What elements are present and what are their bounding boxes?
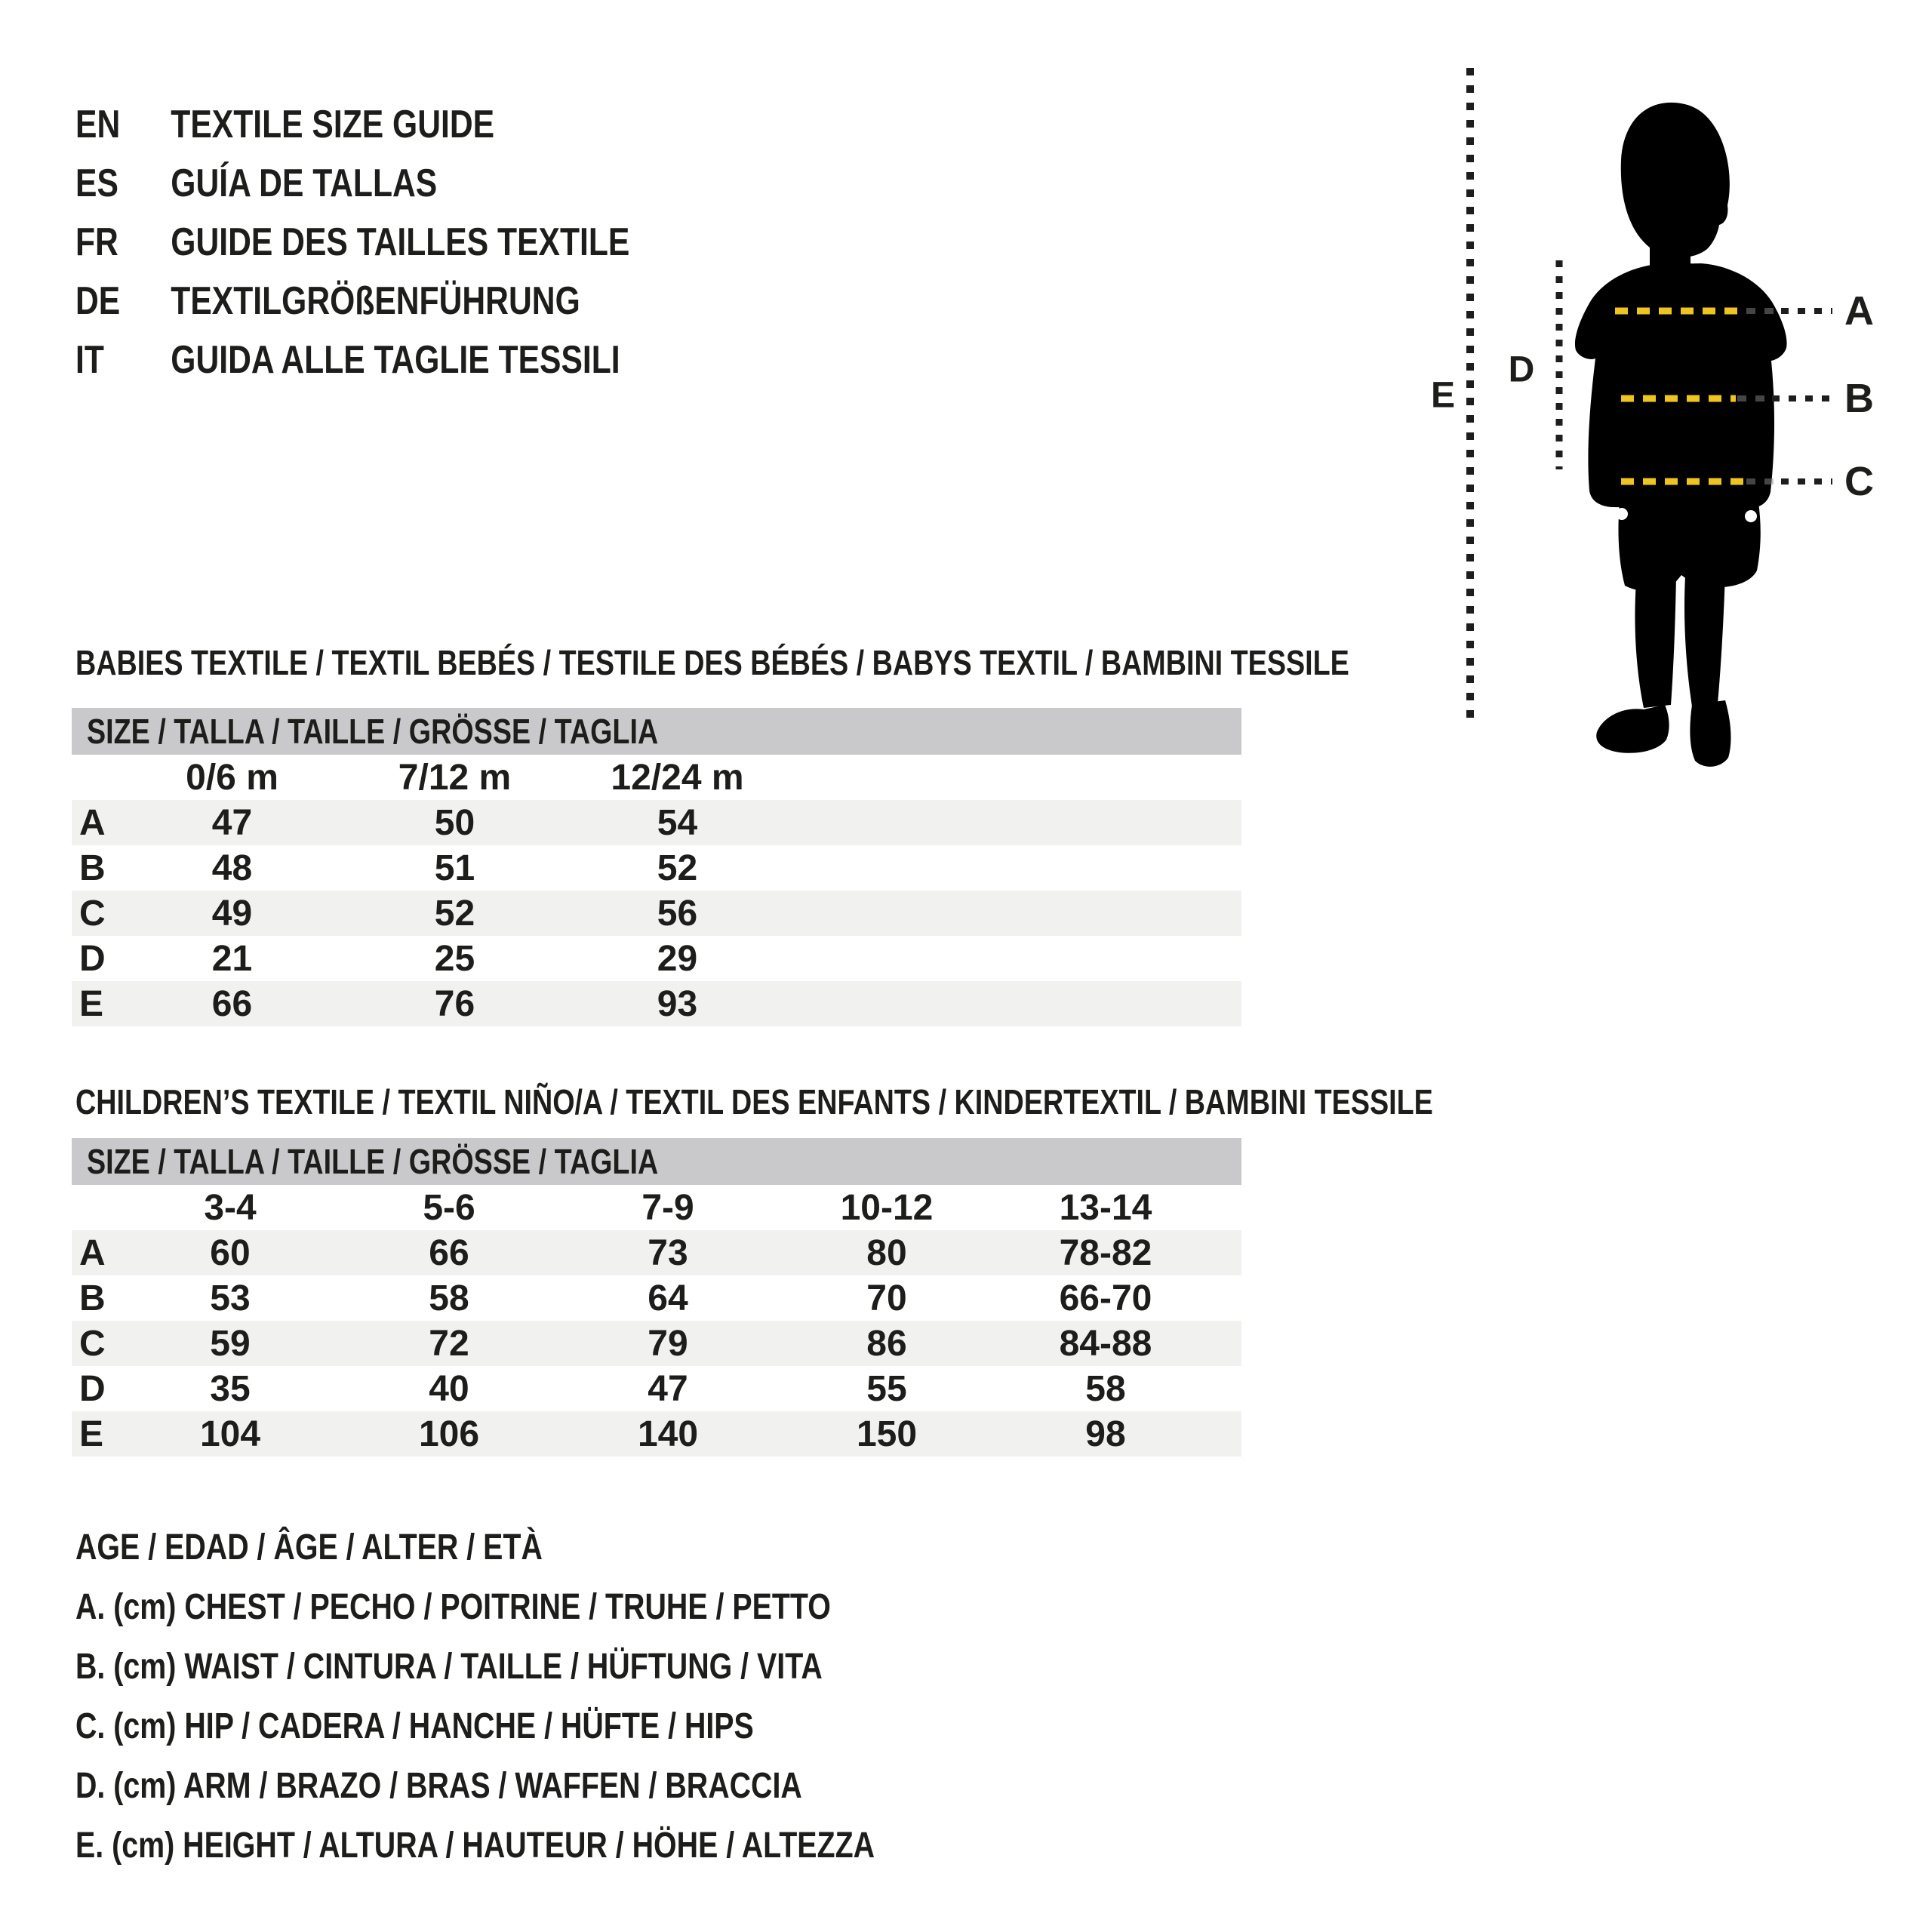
table-cell: 79 bbox=[648, 1323, 688, 1364]
figure-label-c: C bbox=[1844, 459, 1874, 504]
legend-age-line: AGE / EDAD / ÂGE / ALTER / ETÀ bbox=[75, 1527, 543, 1567]
children-row-b bbox=[72, 1275, 1241, 1321]
language-title: TEXTILE SIZE GUIDE bbox=[171, 103, 495, 146]
babies-column-label: 0/6 m bbox=[186, 757, 278, 798]
language-row-es bbox=[75, 154, 516, 213]
children-table-title: CHILDREN’S TEXTILE / TEXTIL NIÑO/A / TEXTIL DES ENFANTS / KINDERTEXTIL / BAMBINI TESSILE bbox=[75, 1082, 1433, 1121]
table-cell: 53 bbox=[210, 1278, 251, 1318]
table-cell: 78-82 bbox=[1059, 1232, 1152, 1273]
figure-label-b: B bbox=[1844, 376, 1874, 421]
table-cell: 150 bbox=[856, 1414, 918, 1454]
legend-hip-line: C. (cm) HIP / CADERA / HANCHE / HÜFTE / HIPS bbox=[75, 1706, 754, 1746]
language-code: DE bbox=[75, 279, 121, 323]
babies-row-d bbox=[72, 936, 1241, 981]
table-cell: 25 bbox=[434, 938, 475, 979]
language-title: GUIDA ALLE TAGLIE TESSILI bbox=[171, 338, 620, 382]
row-label: E bbox=[79, 1414, 104, 1454]
table-cell: 98 bbox=[1085, 1414, 1126, 1454]
table-cell: 59 bbox=[210, 1323, 251, 1364]
babies-row-a bbox=[72, 800, 1241, 845]
table-cell: 40 bbox=[429, 1368, 469, 1409]
table-cell: 48 bbox=[211, 848, 253, 888]
language-row-en bbox=[75, 95, 586, 154]
language-row-de bbox=[75, 272, 691, 331]
figure-label-a: A bbox=[1844, 288, 1874, 334]
hand-notch-right bbox=[1745, 510, 1757, 522]
children-column-label: 7-9 bbox=[641, 1187, 694, 1228]
figure-label-e: E bbox=[1430, 375, 1456, 416]
table-cell: 35 bbox=[210, 1368, 251, 1409]
babies-row-b bbox=[72, 845, 1241, 891]
row-label: D bbox=[79, 1368, 106, 1409]
table-cell: 86 bbox=[866, 1323, 907, 1364]
children-column-label: 5-6 bbox=[423, 1187, 475, 1228]
row-label: B bbox=[79, 1278, 106, 1318]
row-label: D bbox=[79, 938, 106, 979]
children-row-c bbox=[72, 1321, 1241, 1366]
babies-column-header-row bbox=[72, 755, 1241, 800]
language-row-fr bbox=[75, 213, 752, 272]
babies-row-c bbox=[72, 891, 1241, 936]
table-cell: 73 bbox=[648, 1232, 688, 1273]
table-cell: 84-88 bbox=[1059, 1323, 1152, 1364]
table-cell: 66 bbox=[429, 1232, 469, 1273]
table-cell: 76 bbox=[434, 983, 475, 1024]
children-row-a bbox=[72, 1230, 1241, 1275]
children-column-label: 3-4 bbox=[204, 1187, 257, 1228]
table-cell: 56 bbox=[657, 893, 698, 934]
children-size-header-bar: SIZE / TALLA / TAILLE / GRÖSSE / TAGLIA bbox=[72, 1138, 1241, 1185]
table-cell: 80 bbox=[866, 1232, 907, 1273]
babies-row-e bbox=[72, 981, 1241, 1026]
row-label: B bbox=[79, 848, 106, 888]
row-label: C bbox=[79, 893, 106, 934]
table-cell: 55 bbox=[866, 1368, 907, 1409]
babies-table-title: BABIES TEXTILE / TEXTIL BEBÉS / TESTILE DES BÉBÉS / BABYS TEXTIL / BAMBINI TESSILE bbox=[75, 643, 1349, 682]
children-column-label: 10-12 bbox=[840, 1187, 934, 1228]
legend-height-line: E. (cm) HEIGHT / ALTURA / HAUTEUR / HÖHE / ALTEZZA bbox=[75, 1825, 875, 1866]
table-cell: 93 bbox=[657, 983, 698, 1024]
table-cell: 66 bbox=[211, 983, 253, 1024]
table-cell: 21 bbox=[211, 938, 253, 979]
table-cell: 47 bbox=[211, 802, 253, 843]
table-cell: 66-70 bbox=[1059, 1278, 1152, 1318]
table-cell: 52 bbox=[657, 848, 698, 888]
legend-arm-line: D. (cm) ARM / BRAZO / BRAS / WAFFEN / BRACCIA bbox=[75, 1765, 802, 1806]
language-row-it bbox=[75, 331, 740, 389]
babies-column-label: 7/12 m bbox=[398, 757, 512, 798]
row-label: C bbox=[79, 1323, 106, 1364]
table-cell: 49 bbox=[211, 893, 253, 934]
table-cell: 60 bbox=[210, 1232, 251, 1273]
table-cell: 52 bbox=[434, 893, 475, 934]
language-code: ES bbox=[75, 162, 118, 205]
children-row-d bbox=[72, 1366, 1241, 1411]
table-cell: 64 bbox=[648, 1278, 688, 1318]
table-cell: 72 bbox=[429, 1323, 469, 1364]
table-cell: 54 bbox=[657, 802, 698, 843]
children-column-header-row bbox=[72, 1185, 1241, 1230]
table-cell: 58 bbox=[1085, 1368, 1126, 1409]
language-code: EN bbox=[75, 103, 121, 146]
language-code: FR bbox=[75, 220, 118, 264]
table-cell: 47 bbox=[648, 1368, 688, 1409]
row-label: A bbox=[79, 1232, 106, 1273]
children-column-label: 13-14 bbox=[1059, 1187, 1152, 1228]
hand-notch-left bbox=[1616, 508, 1628, 520]
table-cell: 106 bbox=[418, 1414, 480, 1454]
legend-chest-line: A. (cm) CHEST / PECHO / POITRINE / TRUHE / PETTO bbox=[75, 1586, 831, 1627]
table-cell: 51 bbox=[434, 848, 475, 888]
table-cell: 140 bbox=[637, 1414, 699, 1454]
language-code: IT bbox=[75, 338, 104, 382]
children-row-e bbox=[72, 1411, 1241, 1457]
legend-waist-line: B. (cm) WAIST / CINTURA / TAILLE / HÜFTUNG / VITA bbox=[75, 1646, 823, 1687]
row-label: A bbox=[79, 802, 106, 843]
table-cell: 58 bbox=[429, 1278, 469, 1318]
table-cell: 50 bbox=[434, 802, 475, 843]
babies-size-header-bar: SIZE / TALLA / TAILLE / GRÖSSE / TAGLIA bbox=[72, 708, 1241, 755]
table-cell: 29 bbox=[657, 938, 698, 979]
language-title: GUÍA DE TALLAS bbox=[171, 162, 438, 205]
size-guide-figure bbox=[1411, 45, 1932, 800]
babies-column-label: 12/24 m bbox=[611, 757, 744, 798]
table-cell: 70 bbox=[866, 1278, 907, 1318]
row-label: E bbox=[79, 983, 104, 1024]
language-title: GUIDE DES TAILLES TEXTILE bbox=[171, 220, 630, 264]
figure-label-d: D bbox=[1508, 349, 1535, 390]
table-cell: 104 bbox=[199, 1414, 261, 1454]
language-title: TEXTILGRÖßENFÜHRUNG bbox=[171, 279, 580, 323]
